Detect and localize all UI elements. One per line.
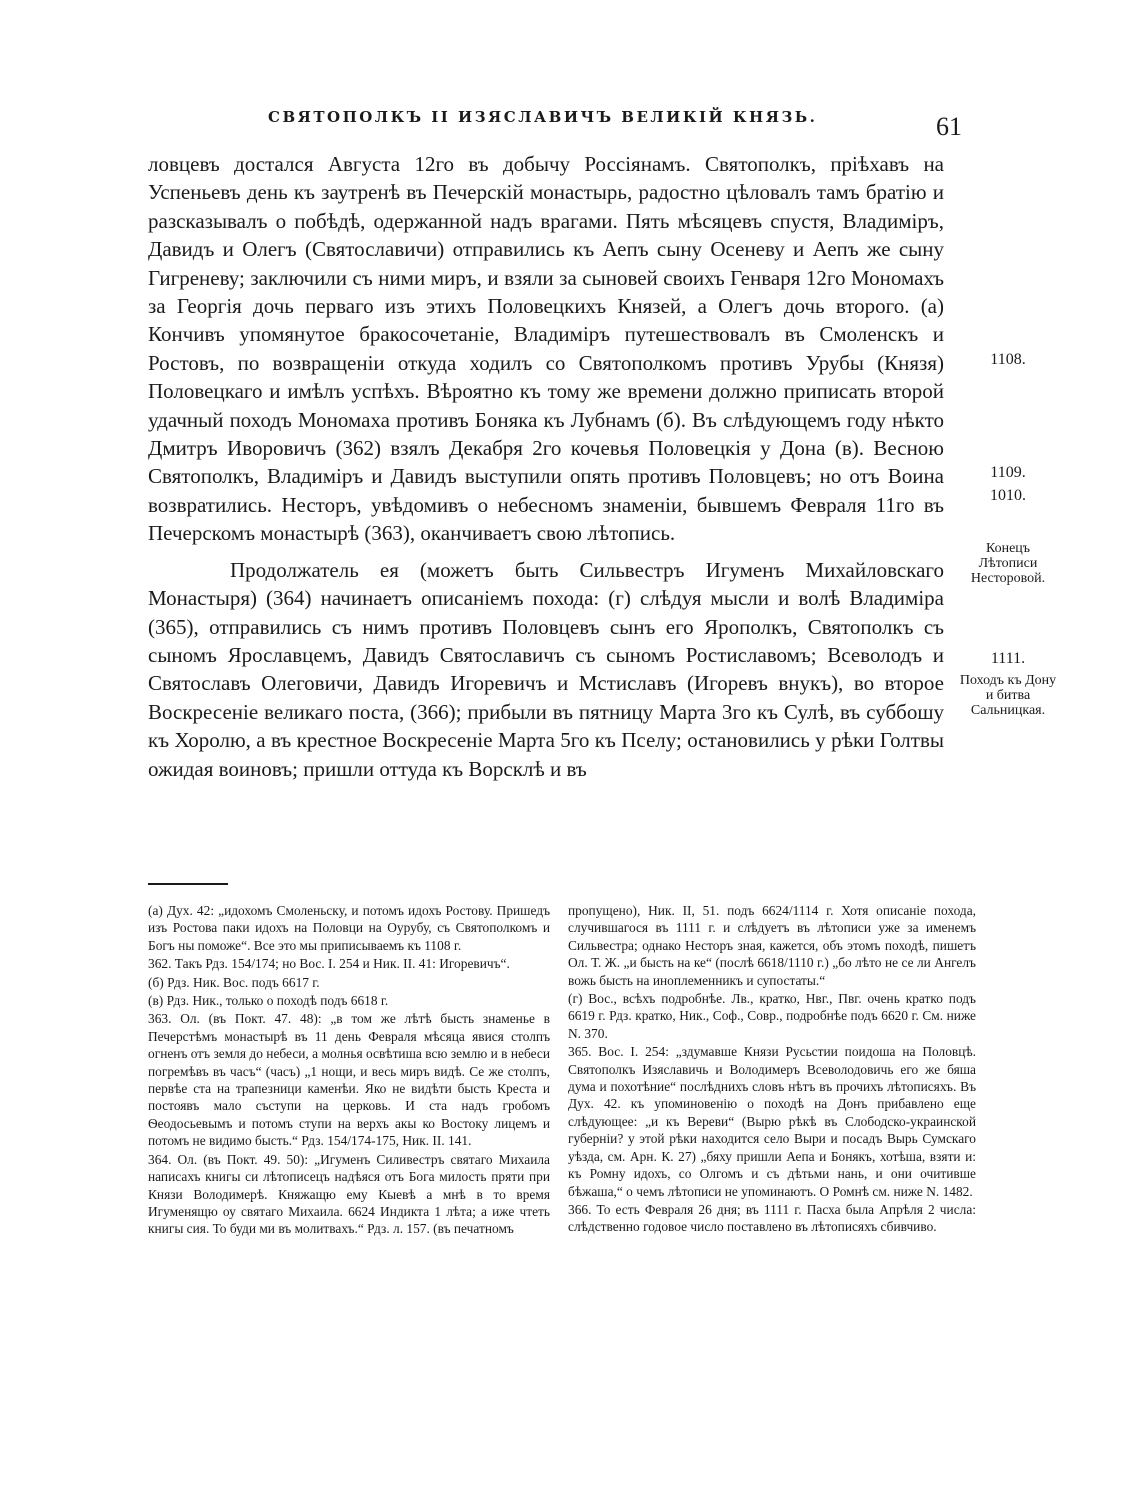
footnote: 366. То есть Февраля 26 дня; въ 1111 г. Пасха была Апрѣля 2 числа: слѣдственно годовое число поставлено въ лѣтописяхъ сбивчиво. bbox=[568, 1201, 976, 1235]
footnote: 362. Такъ Рдз. 154/174; но Вос. I. 254 и Ник. II. 41: Игоревичъ“. bbox=[148, 956, 510, 972]
footnote: 364. Ол. (въ Покт. 49. 50): „Игуменъ Силивестръ святаго Михаила написахъ книгы си лѣтописецъ надѣяся отъ Бога милость пряти при Князи Володимерѣ. Княжащю ему Кыевѣ а мнѣ в то время Игуменящю оу святаго Михаила. 6624 Индикта 1 лѣта; а иже чтеть книгы сия. То буди ми въ молитвахъ.“ Рдз. л. 157. (въ печатномъ bbox=[148, 1151, 550, 1237]
margin-note-campaign: Походъ къ Дону и битва Сальницкая. bbox=[959, 673, 1057, 718]
main-text bbox=[148, 150, 944, 783]
footnotes-right-column bbox=[568, 902, 976, 1237]
footnote-rule bbox=[148, 883, 228, 885]
footnotes-left-column bbox=[148, 902, 550, 1239]
footnote: 365. Вос. I. 254: „здумавше Князи Русьстии поидоша на Половцѣ. Святополкъ Изяславичь и Володимеръ Всеволодовичь его же бяша дума и похотѣние“ послѣднихъ словъ нѣтъ въ прочихъ лѣтописяхъ. Въ Дух. 42. къ упоминовенію о походѣ на Донъ прибавлено еще слѣдующее: „и къ Вереви“ (Вырю рѣкѣ въ Слободско-украинской губерніи? у этой рѣки находится село Выри и посадъ Вырь Сумскаго уѣзда, см. Арн. К. 27) „бяху пришли Аепа и Бонякъ, хотѣша, взяти и: къ Ромну идохъ, со Олгомъ и съ дѣтьми нань, и они очитивше бѣжаша,“ о чемъ лѣтописи не упоминаютъ. О Ромнѣ см. ниже N. 1482. bbox=[568, 1044, 976, 1199]
footnote: 363. Ол. (въ Покт. 47. 48): „в том же лѣтѣ бысть знаменье в Печерстѣмъ монастырѣ въ 11 день Февраля мѣсяца явися столпъ огненъ отъ земля до небеси, а молнья освѣтиша всю землю и в небеси погремѣвъ въ часъ“ (часъ) „1 нощи, и весь миръ видѣ. Се же столпъ, первѣе ста на трапезници каменѣи. Яко не видѣти бысть Креста и постоявъ мало съступи на церковь. И ста надъ гробомъ Ѳеодосьевымъ и потомъ ступи на верхъ акы ко Востоку лицемъ и потомъ не видимо бысть.“ Рдз. 154/174-175, Ник. II. 141. bbox=[148, 1011, 550, 1149]
margin-year-1109: 1109. bbox=[990, 464, 1026, 481]
footnote: (а) Дух. 42: „идохомъ Смоленьску, и потомъ идохъ Ростову. Пришедъ изъ Ростова паки идохъ на Половци на Оурубу, съ Святополкомъ и Богъ ны поможе“. Все это мы приписываемъ къ 1108 г. bbox=[148, 903, 550, 953]
footnote: пропущено), Ник. II, 51. подъ 6624/1114 г. Хотя описаніе похода, случившагося въ 1111 г. и слѣдуетъ въ лѣтописи уже за именемъ Сильвестра; однако Несторъ зная, кажется, объ этомъ походѣ, пишетъ Ол. Т. Ж. „и бысть на ке“ (послѣ 6618/1110 г.) „бо лѣто не се ли Ангелъ вожь бысть на иноплеменникъ и супостаты.“ bbox=[568, 903, 976, 988]
margin-year-1111: 1111. bbox=[990, 650, 1026, 667]
footnote: (г) Вос., всѣхъ подробнѣе. Лв., кратко, Нвг., Пвг. очень кратко подъ 6619 г. Рдз. кратко, Ник., Соф., Совр., подробнѣе подъ 6620 г. См. ниже N. 370. bbox=[568, 991, 976, 1041]
page-number: 61 bbox=[936, 112, 962, 141]
paragraph-1: ловцевъ досталcя Августа 12го въ добычу Россіянамъ. Святополкъ, пріѣхавъ на Успеньевъ день къ заутренѣ въ Печерскій монастырь, радостно цѣловалъ тамъ братію и разсказывалъ о побѣдѣ, одержанной надъ врагами. Пять мѣсяцевъ спустя, Владиміръ, Давидъ и Олегъ (Святославичи) отправились къ Аепъ сыну Осеневу и Аепъ же сыну Гигреневу; заключили съ ними миръ, и взяли за сыновей своихъ Генваря 12го Мономахъ за Георгія дочь перваго изъ этихъ Половецкихъ Князей, а Олегъ дочь второго. (а) Кончивъ упомянутое бракосочетаніе, Владиміръ путешествовалъ въ Смоленскъ и Ростовъ, по возвращеніи откуда ходилъ со Святополкомъ противъ Урубы (Князя) Половецкаго и имѣлъ успѣхъ. Вѣроятно къ тому же времени должно приписать второй удачный походъ Мономаха противъ Боняка къ Лубнамъ (б). Въ слѣдующемъ году нѣкто Дмитръ Иворовичъ (362) взялъ Декабря 2го кочевья Половецкія у Дона (в). Весною Святополкъ, Владиміръ и Давидъ выступили опять противъ Половцевъ; но отъ Воина возвратились. Несторъ, увѣдомивъ о небесномъ знаменіи, бывшемъ Февраля 11го въ Печерскомъ монастырѣ (363), оканчиваетъ свою лѣтопись. bbox=[148, 152, 944, 546]
footnote: (б) Рдз. Ник. Вос. подъ 6617 г. bbox=[148, 974, 320, 990]
margin-note-end-of-nestor: Конецъ Лѣтописи Несторовой. bbox=[970, 541, 1046, 586]
footnote: (в) Рдз. Ник., только о походѣ подъ 6618 г. bbox=[148, 993, 389, 1009]
margin-year-1010: 1010. bbox=[990, 487, 1026, 504]
paragraph-2: Продолжатель ея (можетъ быть Сильвестръ Игуменъ Михайловскаго Монастыря) (364) начинаетъ описаніемъ похода: (г) слѣдуя мысли и волѣ Владиміра (365), отправились съ нимъ противъ Половцевъ сынъ его Ярополкъ, Святополкъ съ сыномъ Ярославцемъ, Давидъ Святославичъ съ сыномъ Ростиславомъ; Всеволодъ и Святославъ Олеговичи, Давидъ Игоревичъ и Мстиславъ (Игоревъ внукъ), во второе Воскресеніе великаго поста, (366); прибыли въ пятницу Марта 3го къ Сулѣ, въ суббошу къ Хоролю, а въ крестное Воскресеніе Марта 5го къ Пселу; остановились у рѣки Голтвы ожидая воиновъ; пришли оттуда къ Ворсклѣ и въ bbox=[148, 557, 944, 781]
running-header: СВЯТОПОЛКЪ II ИЗЯСЛАВИЧЪ ВЕЛИКІЙ КНЯЗЬ. bbox=[268, 108, 818, 126]
margin-year-1108: 1108. bbox=[990, 351, 1026, 368]
